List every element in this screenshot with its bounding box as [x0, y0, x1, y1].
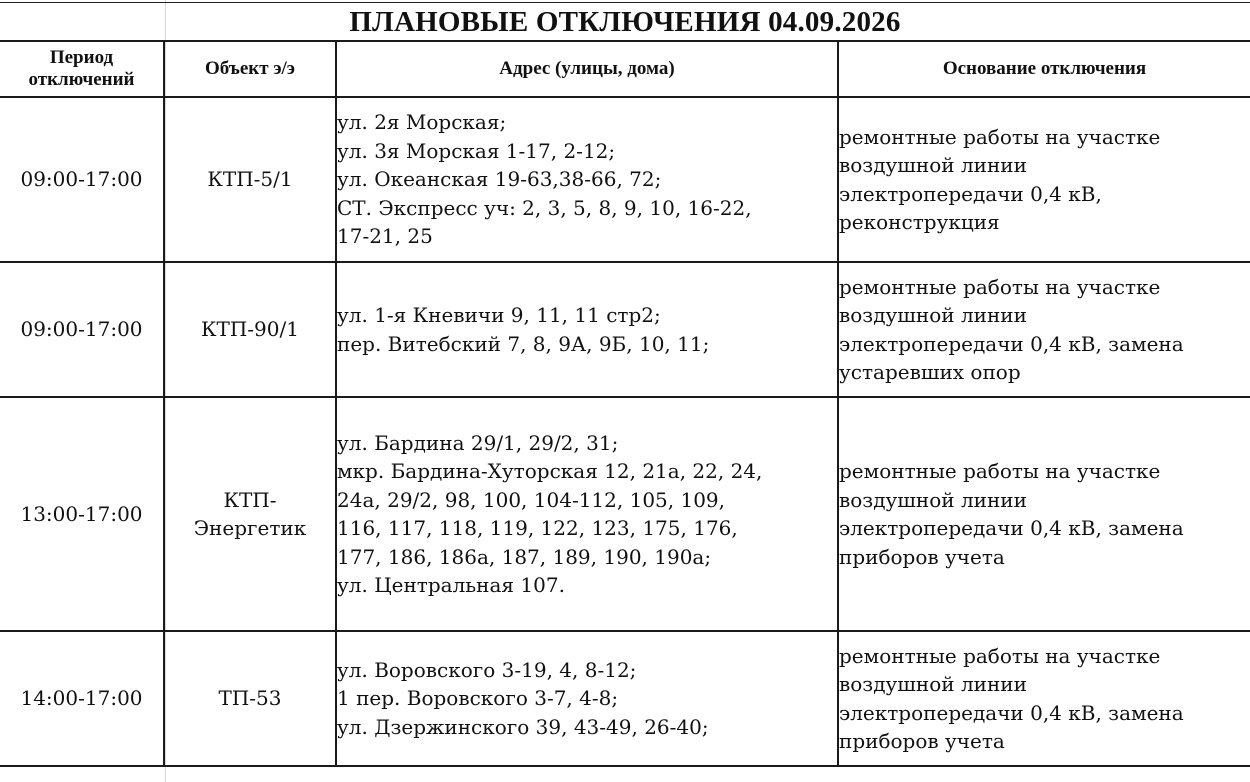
table-row	[0, 97, 1250, 262]
object-line: ТП-53	[218, 686, 282, 711]
address-cell	[336, 631, 838, 766]
table-row	[0, 631, 1250, 766]
reason-line: реконструкция	[839, 210, 1000, 234]
address-line: ул. 1-я Кневичи 9, 11, 11 стр2;	[337, 303, 661, 327]
reason-line: воздушной линии	[839, 672, 1027, 696]
reason-line: ремонтные работы на участке	[839, 459, 1161, 483]
object-line: КТП-90/1	[201, 317, 299, 342]
header-period	[0, 41, 164, 97]
object-line: КТП-	[223, 487, 277, 512]
address-line: ул. Дзержинского 39, 43-49, 26-40;	[337, 714, 709, 739]
header-object: Объект э/э	[164, 41, 336, 97]
address-line: ул. 2я Морская;	[337, 110, 507, 135]
address-cell	[336, 97, 838, 262]
address-line: мкр. Бардина-Хуторская 12, 21а, 22, 24,	[337, 459, 763, 483]
reason-line: устаревших опор	[839, 360, 1021, 384]
object-cell	[164, 262, 336, 397]
address-cell	[336, 397, 838, 631]
reason-line: электропередачи 0,4 кВ,	[839, 181, 1102, 206]
outages-table	[0, 40, 1250, 767]
reason-line: ремонтные работы на участке	[839, 274, 1161, 299]
period-cell: 13:00-17:00	[0, 397, 164, 631]
address-line: ул. Воровского 3-19, 4, 8-12;	[337, 657, 637, 682]
address-line: ул. 3я Морская 1-17, 2-12;	[337, 138, 616, 163]
address-line: 1 пер. Воровского 3-7, 4-8;	[337, 686, 619, 711]
reason-line: приборов учета	[839, 544, 1005, 569]
reason-cell	[838, 262, 1250, 397]
address-line: ул. Океанская 19-63,38-66, 72;	[337, 167, 662, 192]
page-title: ПЛАНОВЫЕ ОТКЛЮЧЕНИЯ 04.09.2026	[349, 6, 901, 38]
object-line: Энергетик	[193, 516, 307, 540]
address-line: ул. Центральная 107.	[337, 573, 565, 597]
address-line: СТ. Экспресс уч: 2, 3, 5, 8, 9, 10, 16-22,	[337, 195, 752, 220]
table-header-row	[0, 41, 1250, 97]
address-cell	[336, 262, 838, 397]
reason-line: электропередачи 0,4 кВ, замена	[839, 700, 1184, 725]
object-line: КТП-5/1	[207, 167, 293, 192]
address-line: 116, 117, 118, 119, 122, 123, 175, 176,	[337, 516, 738, 540]
reason-line: приборов учета	[839, 729, 1005, 753]
address-line: пер. Витебский 7, 8, 9А, 9Б, 10, 11;	[337, 331, 710, 356]
reason-cell	[838, 631, 1250, 766]
period-cell: 09:00-17:00	[0, 97, 164, 262]
period-cell: 09:00-17:00	[0, 262, 164, 397]
reason-cell	[838, 97, 1250, 262]
header-address: Адрес (улицы, дома)	[336, 41, 838, 97]
header-period-line1: Период	[49, 47, 114, 68]
reason-line: воздушной линии	[839, 153, 1027, 177]
header-period-line2: отключений	[28, 69, 135, 90]
reason-line: ремонтные работы на участке	[839, 124, 1161, 149]
object-cell	[164, 397, 336, 631]
reason-cell	[838, 397, 1250, 631]
object-cell	[164, 97, 336, 262]
reason-line: ремонтные работы на участке	[839, 643, 1161, 668]
header-reason: Основание отключения	[838, 41, 1250, 97]
reason-line: электропередачи 0,4 кВ, замена	[839, 516, 1184, 540]
address-line: 24а, 29/2, 98, 100, 104-112, 105, 109,	[337, 487, 726, 512]
object-cell	[164, 631, 336, 766]
address-line: 177, 186, 186а, 187, 189, 190, 190а;	[337, 544, 712, 569]
address-line: 17-21, 25	[337, 224, 433, 249]
reason-line: воздушной линии	[839, 303, 1027, 327]
reason-line: электропередачи 0,4 кВ, замена	[839, 331, 1184, 356]
address-line: ул. Бардина 29/1, 29/2, 31;	[337, 430, 619, 455]
table-row	[0, 262, 1250, 397]
table-row	[0, 397, 1250, 631]
period-cell: 14:00-17:00	[0, 631, 164, 766]
reason-line: воздушной линии	[839, 487, 1027, 512]
